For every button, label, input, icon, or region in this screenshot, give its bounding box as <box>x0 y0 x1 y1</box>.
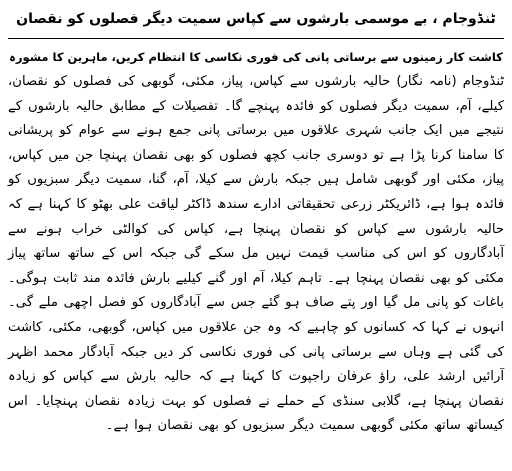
article-body: ٹنڈوجام (نامہ نگار) حالیہ بارشوں سے کپاس، پیاز، مکئی، گوبھی کی فصلوں کو نقصان، کیلے، آم، سمیت دیگر فصلوں کو فائدہ پہنچے گا۔ تفصیلات کے مطابق حالیہ بارشوں کے نتیجے میں ایک جانب شہری علاقوں میں برساتی پانی جمع ہونے سے عوام کو پریشانی کا سامنا کرنا پڑا ہے تو دوسری جانب کچھ فصلوں کو بھی نقصان پہنچا جن میں کپاس، پیاز، مکئی اور گوبھی شامل ہیں جبکہ بارش سے کیلا، آم، گنا، سمیت دیگر سبزیوں کو فائدہ ہوا ہے، ڈائریکٹر زرعی تحقیقاتی ادارے سندھ ڈاکٹر لیاقت علی بھٹو کا کہنا ہے کہ حالیہ بارشوں سے کپاس کو نقصان پہنچا ہے، کپاس کی کوالٹی خراب ہونے سے آبادگاروں کو اس کی مناسب قیمت نہیں مل سکے گی جبکہ اس کے ساتھ ساتھ پیاز مکئی کو بھی نقصان پہنچا ہے۔ تاہم کیلا، آم اور گنے کیلیے بارش فائدہ مند ثابت ہوگی۔ باغات کو پانی مل گیا اور پتے صاف ہو گئے جس سے آبادگاروں کو فصل اچھی ملے گی۔ انہوں نے کہا کہ کسانوں کو چاہیے کہ وہ جن علاقوں میں کپاس، گوبھی، مکئی، کاشت کی گئی ہے وہاں سے برساتی پانی کی فوری نکاسی کر دیں جبکہ آبادگار محمد اظہر آرائیں ارشد علی، راؤ عرفان راجپوت کا کہنا ہے کہ حالیہ بارش سے کپاس کو زیادہ نقصان پہنچا ہے، گلابی سنڈی کے حملے نے فصلوں کو بہت زیادہ نقصان پہنچایا۔ اس کیساتھ ساتھ مکئی گوبھی سمیت دیگر سبزیوں کو بھی نقصان ہوا ہے۔ <box>8 74 504 434</box>
headline: ٹنڈوجام ، بے موسمی بارشوں سے کپاس سمیت دیگر فصلوں کو نقصان <box>16 11 496 27</box>
subheadline: کاشت کار زمینوں سے برساتی پانی کی فوری نکاسی کا انتظام کریں، ماہرین کا مشورہ <box>9 50 503 64</box>
divider-rule <box>8 38 504 39</box>
